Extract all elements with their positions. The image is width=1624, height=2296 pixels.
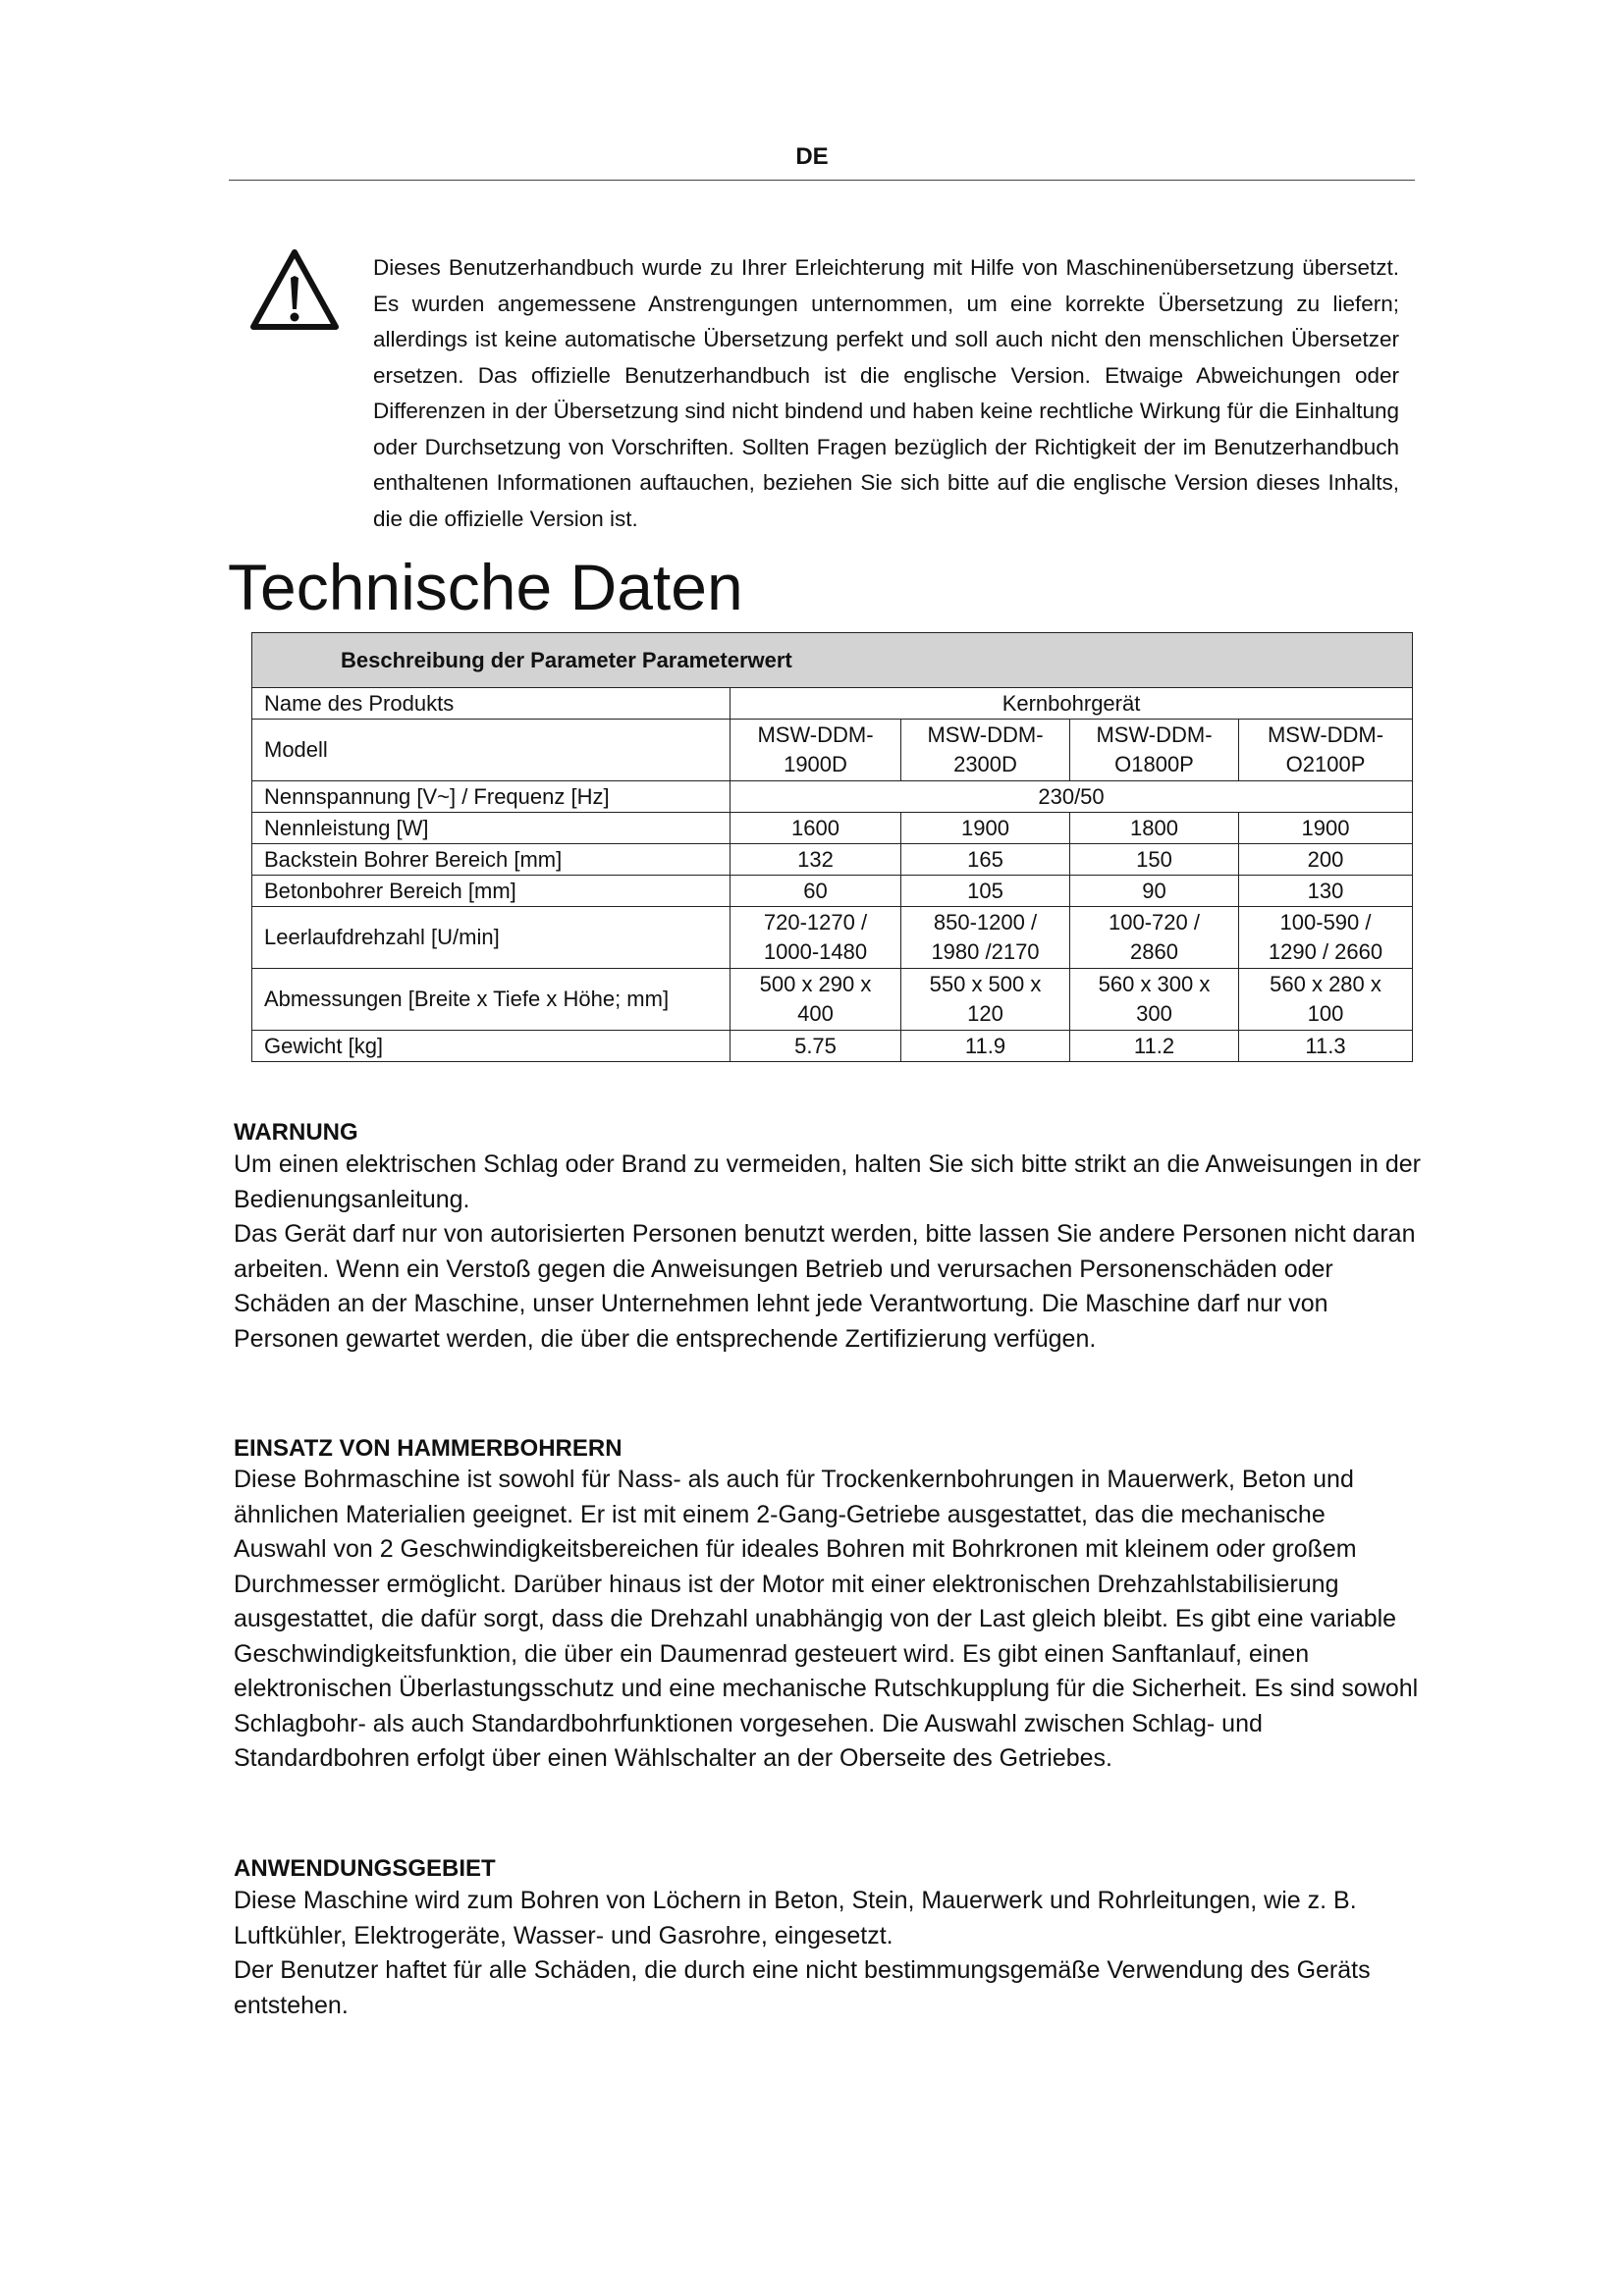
cell-value: 560 x 280 x 100 (1239, 969, 1413, 1031)
spec-table (251, 632, 1413, 1062)
table-row (252, 876, 1413, 907)
cell-value: 100-720 / 2860 (1070, 907, 1239, 969)
cell-value: MSW-DDM- 1900D (731, 720, 901, 781)
section-body-anwendung (234, 1884, 1422, 2023)
cell-value: 200 (1239, 844, 1413, 876)
section-heading-anwendung: ANWENDUNGSGEBIET (234, 1855, 496, 1882)
table-row (252, 781, 1413, 813)
section-heading-einsatz: EINSATZ VON HAMMERBOHRERN (234, 1435, 623, 1462)
cell-value: MSW-DDM- 2300D (901, 720, 1070, 781)
cell-value: 5.75 (731, 1031, 901, 1062)
cell-value: 550 x 500 x 120 (901, 969, 1070, 1031)
row-label: Leerlaufdrehzahl [U/min] (252, 907, 731, 969)
cell-value: MSW-DDM- O2100P (1239, 720, 1413, 781)
row-label: Modell (252, 720, 731, 781)
paragraph: Um einen elektrischen Schlag oder Brand zu vermeiden, halten Sie sich bitte strikt an die Anweisungen in der Bedienungsanleitung. (234, 1150, 1422, 1213)
cell-value: 11.3 (1239, 1031, 1413, 1062)
row-label: Nennleistung [W] (252, 813, 731, 844)
paragraph: Das Gerät darf nur von autorisierten Personen benutzt werden, bitte lassen Sie andere Personen nicht daran arbeiten. Wenn ein Verstoß gegen die Anweisungen Betrieb und verursachen Personenschäden oder Schäden an der Maschine, unser Unternehmen lehnt jede Verantwortung. Die Maschine darf nur von Personen gewartet werden, die über die entsprechende Zertifizierung verfügen. (234, 1220, 1416, 1353)
cell-value: 1600 (731, 813, 901, 844)
cell-value: 1800 (1070, 813, 1239, 844)
table-row (252, 844, 1413, 876)
row-label: Name des Produkts (252, 688, 731, 720)
cell-value: 11.9 (901, 1031, 1070, 1062)
table-row (252, 720, 1413, 781)
table-row (252, 813, 1413, 844)
row-label: Nennspannung [V~] / Frequenz [Hz] (252, 781, 731, 813)
row-label: Betonbohrer Bereich [mm] (252, 876, 731, 907)
cell-value: 850-1200 / 1980 /2170 (901, 907, 1070, 969)
header-divider (229, 180, 1415, 181)
page-title: Technische Daten (228, 551, 743, 623)
cell-value: Kernbohrgerät (731, 688, 1413, 720)
table-header-row (252, 633, 1413, 688)
paragraph: Diese Maschine wird zum Bohren von Löchern in Beton, Stein, Mauerwerk und Rohrleitungen, wie z. B. Luftkühler, Elektrogeräte, Wasser- und Gasrohre, eingesetzt. (234, 1887, 1357, 1949)
cell-value: 560 x 300 x 300 (1070, 969, 1239, 1031)
cell-value: MSW-DDM- O1800P (1070, 720, 1239, 781)
cell-value: 165 (901, 844, 1070, 876)
cell-value: 130 (1239, 876, 1413, 907)
cell-value: 150 (1070, 844, 1239, 876)
cell-value: 1900 (901, 813, 1070, 844)
cell-value: 132 (731, 844, 901, 876)
paragraph: Diese Bohrmaschine ist sowohl für Nass- als auch für Trockenkernbohrungen in Mauerwerk, Beton und ähnlichen Materialien geeignet. Er ist mit einem 2-Gang-Getriebe ausgestattet, das die mechanische Auswahl von 2 Geschwindigkeitsbereichen für ideales Bohren mit Bohrkronen mit kleinem oder großem Durchmesser ermöglicht. Darüber hinaus ist der Motor mit einer elektronischen Drehzahlstabilisierung ausgestattet, die dafür sorgt, dass die Drehzahl unabhängig von der Last gleich bleibt. Es gibt eine variable Geschwindigkeitsfunktion, die über ein Daumenrad gesteuert wird. Es gibt einen Sanftanlauf, einen elektronischen Überlastungsschutz und eine mechanische Rutschkupplung für die Sicherheit. Es sind sowohl Schlagbohr- als auch Standardbohrfunktionen vorgesehen. Die Auswahl zwischen Schlag- und Standardbohren erfolgt über einen Wählschalter an der Oberseite des Getriebes. (234, 1466, 1419, 1772)
cell-value: 1900 (1239, 813, 1413, 844)
cell-value: 720-1270 / 1000-1480 (731, 907, 901, 969)
row-label: Abmessungen [Breite x Tiefe x Höhe; mm] (252, 969, 731, 1031)
cell-value: 500 x 290 x 400 (731, 969, 901, 1031)
cell-value: 105 (901, 876, 1070, 907)
table-row (252, 1031, 1413, 1062)
language-header: DE (795, 143, 829, 170)
table-row (252, 907, 1413, 969)
cell-value: 90 (1070, 876, 1239, 907)
section-body-warnung (234, 1148, 1422, 1357)
warning-triangle-icon (249, 248, 340, 331)
translation-notice: Dieses Benutzerhandbuch wurde zu Ihrer Erleichterung mit Hilfe von Maschinenübersetzung übersetzt. Es wurden angemessene Anstrengungen unternommen, um eine korrekte Übersetzung zu liefern; allerdings ist keine automatische Übersetzung perfekt und soll auch nicht den menschlichen Übersetzer ersetzen. Das offizielle Benutzerhandbuch ist die englische Version. Etwaige Abweichungen oder Differenzen in der Übersetzung sind nicht bindend und haben keine rechtliche Wirkung für die Einhaltung oder Durchsetzung von Vorschriften. Sollten Fragen bezüglich der Richtigkeit der im Benutzerhandbuch enthaltenen Informationen auftauchen, beziehen Sie sich bitte auf die englische Version dieses Inhalts, die die offizielle Version ist. (373, 255, 1399, 531)
section-heading-warnung: WARNUNG (234, 1119, 358, 1146)
cell-value: 60 (731, 876, 901, 907)
table-header: Beschreibung der Parameter Parameterwert (252, 633, 1413, 688)
table-row (252, 969, 1413, 1031)
cell-value: 230/50 (731, 781, 1413, 813)
row-label: Backstein Bohrer Bereich [mm] (252, 844, 731, 876)
row-label: Gewicht [kg] (252, 1031, 731, 1062)
cell-value: 11.2 (1070, 1031, 1239, 1062)
section-body-einsatz (234, 1463, 1422, 1777)
table-row (252, 688, 1413, 720)
paragraph: Der Benutzer haftet für alle Schäden, die durch eine nicht bestimmungsgemäße Verwendung des Geräts entstehen. (234, 1956, 1371, 2019)
cell-value: 100-590 / 1290 / 2660 (1239, 907, 1413, 969)
